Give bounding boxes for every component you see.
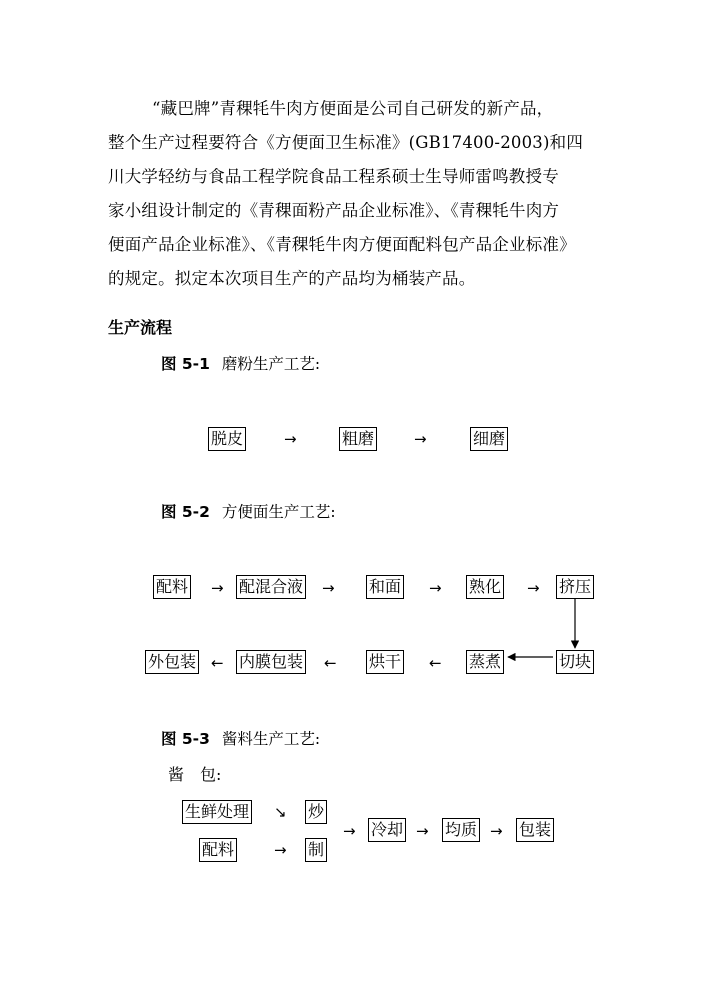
fig3-step-ingredients: 配料: [199, 838, 237, 862]
paragraph-line: 川大学轻纺与食品工程学院食品工程系硕士生导师雷鸣教授专: [108, 167, 559, 186]
paragraph-line: 的规定。拟定本次项目生产的产品均为桶装产品。: [108, 269, 476, 288]
paragraph-line: 整个生产过程要符合《方便面卫生标准》(GB17400-2003)和四: [108, 133, 584, 152]
fig2-step-knead: 和面: [366, 575, 404, 599]
fig2-step-extrude: 挤压: [556, 575, 594, 599]
fig2-arrow-right: →: [429, 579, 442, 597]
fig3-step-homogenize: 均质: [442, 818, 480, 842]
fig3-diagonal-arrow: ↘: [274, 803, 287, 821]
fig2-step-mix-liquid: 配混合液: [236, 575, 306, 599]
fig1-arrow: →: [414, 430, 427, 448]
fig1-arrow: →: [284, 430, 297, 448]
fig3-step-cool: 冷却: [368, 818, 406, 842]
fig1-step-coarse-grind: 粗磨: [339, 427, 377, 451]
fig2-step-dry: 烘干: [366, 650, 404, 674]
fig2-number: 图 5-2: [161, 503, 210, 521]
fig3-caption: 酱料生产工艺:: [221, 730, 321, 748]
fig3-step-package: 包装: [516, 818, 554, 842]
fig3-arrow: →: [343, 822, 356, 840]
fig3-step-stir-bottom: 制: [305, 838, 327, 862]
fig1-number: 图 5-1: [161, 355, 210, 373]
fig2-step-cut: 切块: [556, 650, 594, 674]
fig2-arrow-left: ←: [324, 654, 337, 672]
fig2-caption: 方便面生产工艺:: [221, 503, 336, 521]
fig2-arrow-right: →: [211, 579, 224, 597]
section-title: 生产流程: [108, 318, 173, 337]
fig2-step-mature: 熟化: [466, 575, 504, 599]
fig3-arrow: →: [490, 822, 503, 840]
fig3-arrow: →: [274, 841, 287, 859]
fig2-arrow-right: →: [322, 579, 335, 597]
fig2-arrow-left: ←: [211, 654, 224, 672]
fig2-step-steam: 蒸煮: [466, 650, 504, 674]
fig3-sauce-pack-label: 酱 包:: [168, 765, 222, 784]
fig2-step-ingredients: 配料: [153, 575, 191, 599]
fig2-arrow-left: ←: [429, 654, 442, 672]
fig3-number: 图 5-3: [161, 730, 210, 748]
fig1-caption: 磨粉生产工艺:: [221, 355, 321, 373]
paragraph-line: 便面产品企业标准》、《青稞牦牛肉方便面配料包产品企业标准》: [108, 235, 576, 254]
fig1-step-fine-grind: 细磨: [470, 427, 508, 451]
fig3-step-stir-top: 炒: [305, 800, 327, 824]
fig1-step-peel: 脱皮: [208, 427, 246, 451]
fig3-arrow: →: [416, 822, 429, 840]
fig2-arrow-right: →: [527, 579, 540, 597]
paragraph-line: “藏巴牌”青稞牦牛肉方便面是公司自己研发的新产品，: [152, 99, 554, 118]
fig2-step-inner-film-pack: 内膜包装: [236, 650, 306, 674]
fig3-title: [161, 727, 320, 749]
paragraph-line: 家小组设计制定的《青稞面粉产品企业标准》、《青稞牦牛肉方: [108, 201, 560, 220]
fig2-step-outer-pack: 外包装: [145, 650, 199, 674]
fig3-step-fresh-processing: 生鲜处理: [182, 800, 252, 824]
